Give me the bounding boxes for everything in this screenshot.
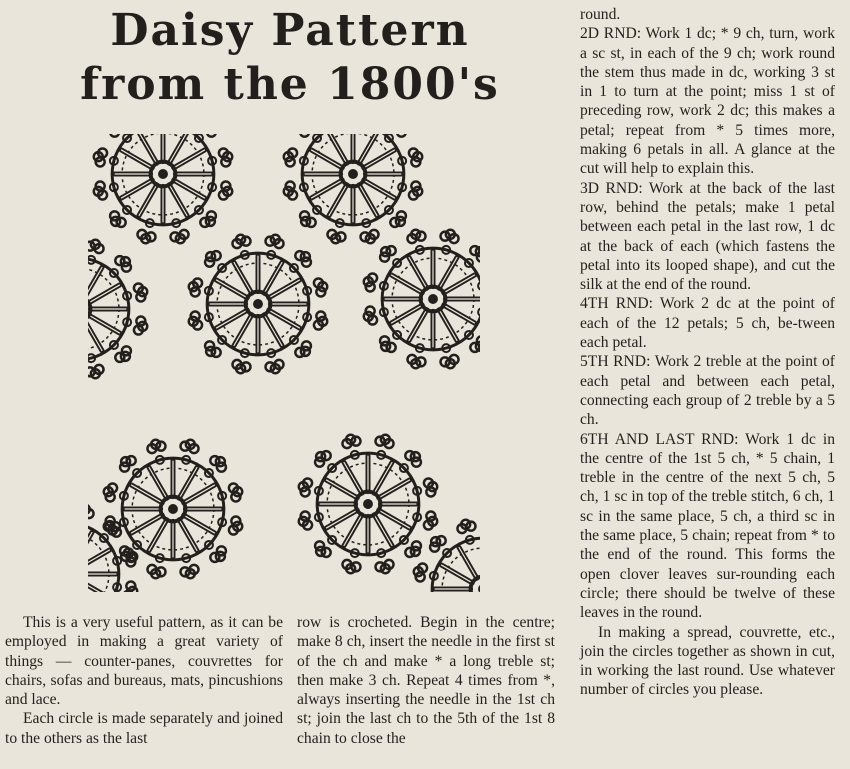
daisy-medallion <box>88 240 147 378</box>
text-column-3 <box>580 5 835 700</box>
paragraph-intro: This is a very useful pattern, as it can be employed in making a great variety of things — counter-panes, couvrettes for chairs, sofas and bureaus, mats, pincushions and lace. <box>5 614 283 709</box>
daisy-medallion <box>284 134 422 243</box>
paragraph-round-end: round. <box>580 6 621 23</box>
title-line-2: from the 1800's <box>80 59 500 110</box>
paragraph-3d-round: 3D RND: Work at the back of the last row, behind the petals; make 1 petal between each petal in the last row, 1 dc at the back of each (which fastens the petal into its looped shape), and cut the silk at the end of the round. <box>580 179 835 294</box>
daisy-medallion <box>104 440 242 578</box>
paragraph-first-round: row is crocheted. Begin in the centre; make 8 ch, insert the needle in the first st of the ch and make * a long treble st; then make 3 ch. Repeat 4 times from *, always inserting the needle in the 1st ch st; join the last ch to the 5th of the 1st 8 chain to close the <box>297 614 555 747</box>
paragraph-5th-round: 5TH RND: Work 2 treble at the point of each petal and between each petal, connecting each group of 2 treble by a 5 ch. <box>580 353 835 429</box>
page-title <box>60 4 520 112</box>
title-line-1: Daisy Pattern <box>110 5 470 56</box>
paragraph-joining: In making a spread, couvrette, etc., join the circles together as shown in cut, in working the last round. Use whatever number of circles you please. <box>580 623 835 699</box>
daisy-medallion <box>364 230 480 368</box>
paragraph-2d-round: 2D RND: Work 1 dc; * 9 ch, turn, work a sc st, in each of the 9 ch; work round the stem thus made in dc, working 3 st in 1 to turn at the point; miss 1 st of preceding row, work 2 dc; this makes a petal; repeat from * 5 times more, making 6 petals in all. A glance at the cut will help to explain this. <box>580 25 835 178</box>
paragraph-6th-round: 6TH AND LAST RND: Work 1 dc in the centre of the 1st 5 ch, * 5 chain, 1 treble in the centre of the next 5 ch, 5 ch, 1 sc in top of the treble stitch, 6 ch, 1 sc in the same place, 5 ch, a third sc in the same place, 5 chain; repeat from * to the end of the round. This forms the open clover leaves sur-rounding each circle; there should be twelve of these leaves in the round. <box>580 430 835 622</box>
paragraph-each-circle: Each circle is made separately and joined to the others as the last <box>5 710 283 747</box>
text-column-1 <box>5 613 283 748</box>
daisy-medallion <box>414 520 480 592</box>
daisy-medallion <box>189 235 327 373</box>
paragraph-4th-round: 4TH RND: Work 2 dc at the point of each of the 12 petals; 5 ch, be-tween each petal. <box>580 295 835 352</box>
text-column-2 <box>297 613 555 748</box>
daisy-lace-illustration <box>88 134 480 592</box>
daisy-medallion <box>94 134 232 243</box>
daisy-medallion <box>299 435 437 573</box>
